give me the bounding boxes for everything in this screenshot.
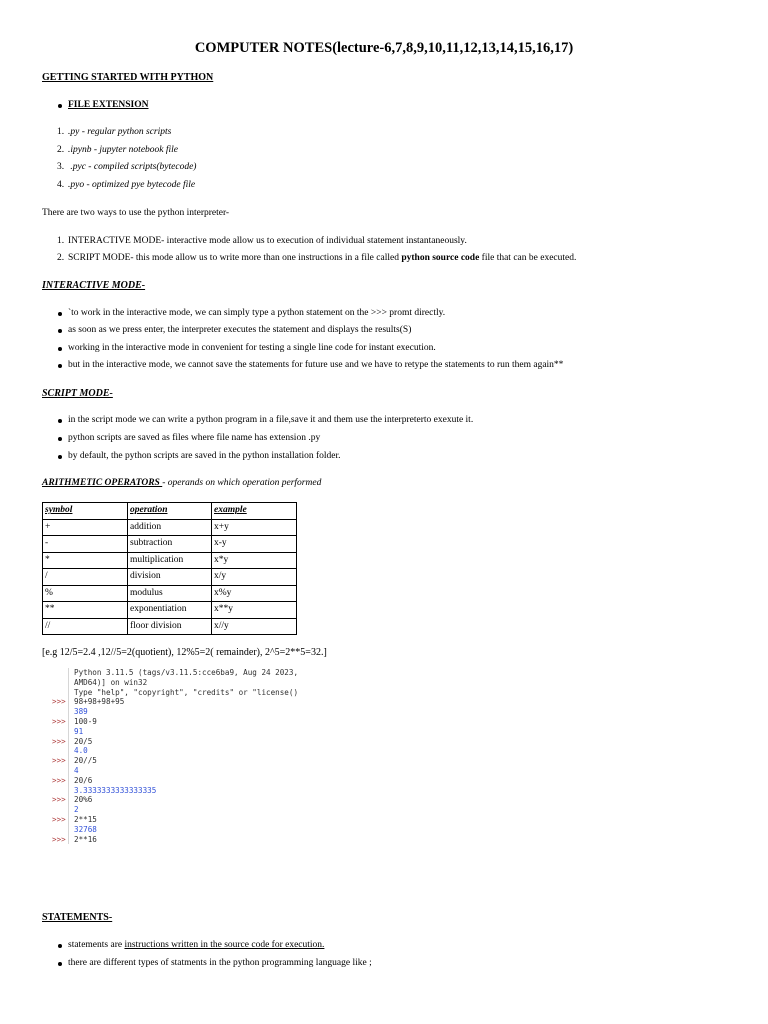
table-cell: x*y — [212, 552, 297, 569]
table-row — [43, 602, 297, 619]
shell-header-line: AMD64)] on win32 — [74, 677, 148, 687]
table-cell: - — [43, 536, 128, 553]
table-cell: x%y — [212, 585, 297, 602]
shell-prompt: >>> — [52, 815, 66, 824]
interactive-mode-heading: INTERACTIVE MODE- — [42, 280, 146, 291]
table-cell: x**y — [212, 602, 297, 619]
interpreter-intro: There are two ways to use the python interpreter- — [42, 208, 230, 218]
shell-input-line: 98+98+98+95 — [74, 697, 125, 707]
interactive-bullet-2: as soon as we press enter, the interpreter executes the statement and displays the results(S) — [68, 325, 412, 335]
python-shell-screenshot — [50, 668, 380, 848]
table-cell: / — [43, 569, 128, 586]
shell-input-line: 100-9 — [74, 717, 97, 726]
shell-output-line: 32768 — [74, 824, 97, 834]
shell-output-line: 3.3333333333333335 — [74, 785, 157, 795]
shell-prompt: >>> — [52, 834, 66, 844]
table-cell: * — [43, 552, 128, 569]
interactive-bullet-4: but in the interactive mode, we cannot save the statements for future use and we have to retype the statements to run them again** — [68, 360, 564, 370]
statements-heading: STATEMENTS- — [42, 912, 113, 923]
statements-bullet-2: there are different types of statments in the python programming language like ; — [68, 958, 372, 968]
arithmetic-example-note: [e.g 12/5=2.4 ,12//5=2(quotient), 12%5=2( remainder), 2^5=2**5=32.] — [42, 647, 327, 658]
table-header-symbol: symbol — [43, 503, 128, 520]
interpreter-mode-1: 1. INTERACTIVE MODE- interactive mode allow us to execution of individual statement instantaneously. — [57, 236, 467, 246]
shell-prompt: >>> — [52, 717, 66, 726]
table-header-row — [43, 503, 297, 520]
arithmetic-heading-line — [42, 478, 321, 489]
shell-input-line: 2**15 — [74, 815, 97, 824]
shell-input-line: 20/5 — [74, 736, 93, 746]
statements-underlined-text: instructions written in the source code for execution. — [124, 940, 325, 950]
shell-header-line: Type "help", "copyright", "credits" or "license() — [74, 687, 299, 697]
table-row — [43, 618, 297, 635]
shell-input-line: 2**16 — [74, 834, 97, 844]
extension-item-3: 3. .pyc - compiled scripts(bytecode) — [57, 162, 197, 172]
shell-gutter — [68, 668, 69, 844]
shell-output-line: 389 — [74, 707, 88, 717]
arithmetic-heading: ARITHMETIC OPERATORS — [42, 478, 163, 488]
table-cell: % — [43, 585, 128, 602]
table-cell: x-y — [212, 536, 297, 553]
table-cell: modulus — [128, 585, 212, 602]
shell-output-line: 4 — [74, 766, 79, 775]
shell-output-line: 2 — [74, 805, 79, 815]
shell-input-line: 20/6 — [74, 775, 93, 785]
table-row — [43, 536, 297, 553]
script-bullet-3: by default, the python scripts are saved in the python installation folder. — [68, 451, 341, 461]
script-bullet-2: python scripts are saved as files where file name has extension .py — [68, 433, 321, 443]
table-cell: x+y — [212, 519, 297, 536]
script-mode-heading: SCRIPT MODE- — [42, 388, 113, 399]
table-row — [43, 519, 297, 536]
shell-output-line: 4.0 — [74, 746, 88, 756]
shell-input-line: 20//5 — [74, 756, 97, 766]
table-cell: // — [43, 618, 128, 635]
interactive-bullet-3: working in the interactive mode in convenient for testing a single line code for instant execution. — [68, 343, 436, 353]
shell-output-line: 91 — [74, 726, 84, 736]
arithmetic-operators-table — [42, 502, 297, 635]
extension-item-4: 4. .pyo - optimized pye bytecode file — [57, 180, 196, 190]
table-row — [43, 552, 297, 569]
extension-item-2: 2. .ipynb - jupyter notebook file — [57, 145, 179, 155]
statements-bullet-1: statements are instructions written in the source code for execution. — [68, 940, 325, 950]
shell-prompt: >>> — [52, 795, 66, 805]
table-header-example: example — [212, 503, 297, 520]
table-cell: multiplication — [128, 552, 212, 569]
table-cell: division — [128, 569, 212, 586]
shell-header-line: Python 3.11.5 (tags/v3.11.5:cce6ba9, Aug 24 2023, — [74, 668, 299, 677]
getting-started-heading: GETTING STARTED WITH PYTHON — [42, 72, 214, 83]
table-cell: x/y — [212, 569, 297, 586]
shell-prompt: >>> — [52, 697, 66, 707]
page-title: COMPUTER NOTES(lecture-6,7,8,9,10,11,12,13,14,15,16,17) — [194, 40, 574, 56]
table-cell: floor division — [128, 618, 212, 635]
file-extension-heading: FILE EXTENSION — [68, 100, 149, 110]
extension-item-1: 1. .py - regular python scripts — [57, 127, 172, 137]
table-row — [43, 569, 297, 586]
shell-prompt: >>> — [52, 775, 66, 785]
table-cell: + — [43, 519, 128, 536]
shell-input-line: 20%6 — [74, 795, 93, 805]
shell-prompt: >>> — [52, 756, 66, 766]
table-cell: ** — [43, 602, 128, 619]
interactive-bullet-1: `to work in the interactive mode, we can simply type a python statement on the >>> promt directly. — [68, 308, 446, 318]
table-header-operation: operation — [128, 503, 212, 520]
table-cell: subtraction — [128, 536, 212, 553]
table-cell: addition — [128, 519, 212, 536]
script-bullet-1: in the script mode we can write a python program in a file,save it and them use the interpreterto exexute it. — [68, 415, 474, 425]
table-row — [43, 585, 297, 602]
interpreter-mode-2: 2. SCRIPT MODE- this mode allow us to write more than one instructions in a file called python source code file that can be executed. — [57, 253, 577, 263]
arithmetic-subtitle: - operands on which operation performed — [162, 478, 322, 488]
table-cell: exponentiation — [128, 602, 212, 619]
shell-prompt: >>> — [52, 736, 66, 746]
table-cell: x//y — [212, 618, 297, 635]
